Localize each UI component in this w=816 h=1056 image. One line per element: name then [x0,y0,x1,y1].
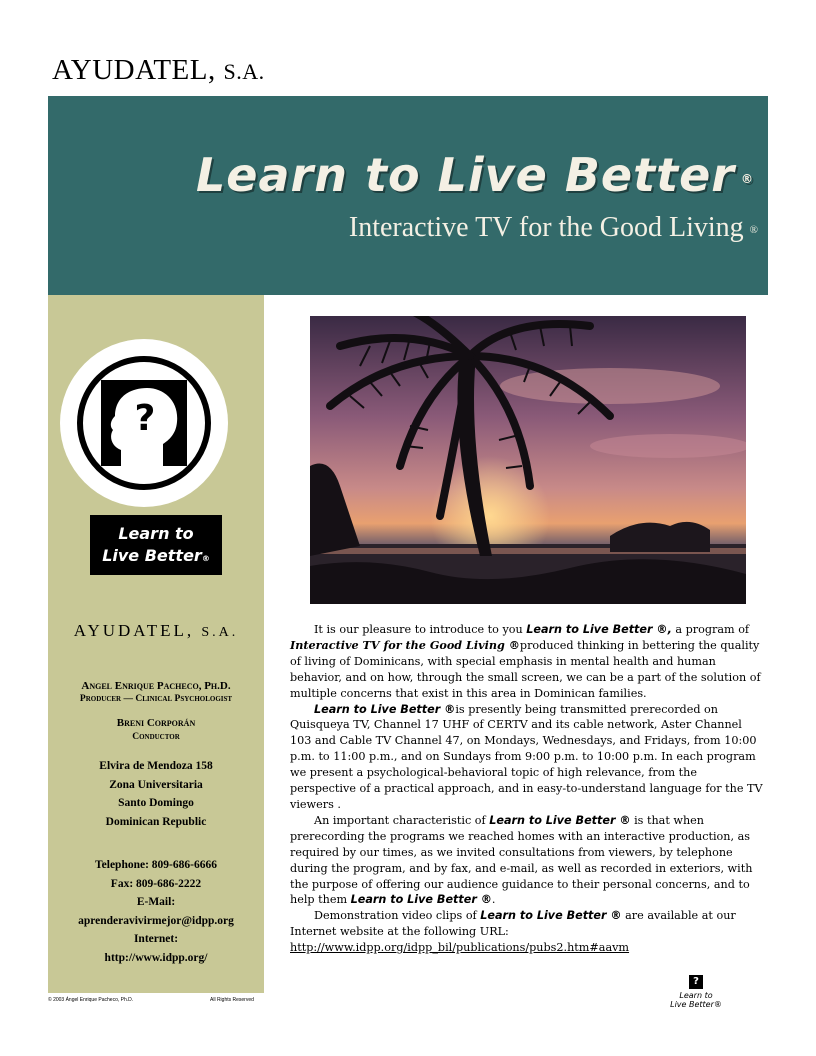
registered-mark: ® [201,554,210,563]
logo-line-2 [90,545,222,570]
logo-line-1: Learn to [118,524,194,543]
text-run: is presently being transmitted prerecorded on Quisqueya TV, Channel 17 UHF of CERTV and its cable network, Aster Channel 103 and Cable TV Channel 47, on Mondays, Wednesdays, and Fridays, from 10:00 p.m. to 11:00 p.m., and on Sundays from 9:00 p.m. to 10:00 p.m. In each program we present a psychological-behavioral topic of high relevance, from the perspective of a practical approach, and in easy-to-understand language for the TV viewers . [290,702,763,811]
sidebar-company [48,621,264,641]
mini-logo-line-1: Learn to [679,991,713,1000]
logo-badge [90,515,222,575]
program-name: Learn to Live Better ®, [526,623,672,636]
copyright: © 2003 Ángel Enrique Pacheco, Ph.D. [48,997,134,1003]
program-name: Learn to Live Better ® [480,909,622,923]
text-run: It is our pleasure to introduce to you [314,623,527,636]
video-clips-link[interactable]: http://www.idpp.org/idpp_bil/publications/pubs2.htm#aavm [290,941,630,955]
contact-block [48,856,264,967]
address-line: Elvira de Mendoza 158 [99,760,213,772]
logo-line-2-text: Live Better [102,546,202,565]
text-run: are available at our Internet website at the following URL: [290,909,736,939]
rights-reserved: All Rights Reserved [210,997,254,1003]
program-name: Learn to Live Better ® [489,813,631,827]
paragraph-interactive [290,813,766,908]
body-text [290,622,766,956]
address-line: Zona Universitaria [109,778,203,791]
conductor-role: Conductor [132,732,180,742]
fax: Fax: 809-686-2222 [110,877,202,890]
registered-mark: ® [741,171,754,186]
address-block [48,757,264,831]
producer-name: Angel Enrique Pacheco, Ph.D. [81,680,231,692]
sidebar-company-name: AYUDATEL, [73,621,195,640]
banner-title-text: Learn to Live Better [195,148,735,202]
sidebar [48,295,264,993]
address-line: Dominican Republic [105,815,207,828]
company-suffix: S.A. [223,59,265,84]
program-name: Learn to Live Better ® [314,702,456,716]
internet-label: Internet: [133,933,179,945]
paragraph-schedule [290,702,766,813]
title-banner [48,96,768,295]
palm-sunset-photo [310,316,746,604]
text-run: a program of [671,623,750,636]
logo-circle [60,339,228,507]
paragraph-clips [290,908,766,940]
text-run: Demonstration video clips of [314,909,481,923]
email-link[interactable]: aprenderavivirmejor@idpp.org [78,914,234,927]
program-name: Interactive TV for the Good Living ® [290,637,520,652]
program-name: Learn to Live Better ® [350,893,492,907]
telephone: Telephone: 809-686-6666 [95,859,217,871]
head-question-icon [101,380,187,466]
banner-title [196,148,754,202]
sidebar-company-suffix: S.A. [201,625,239,640]
company-header [52,54,265,87]
email-label: E-Mail: [136,896,176,908]
banner-subtitle-text: Interactive TV for the Good Living [348,212,744,243]
conductor-name: Breni Corporán [116,717,196,729]
banner-subtitle [349,212,758,244]
address-line: Santo Domingo [118,797,194,809]
website-link[interactable]: http://www.idpp.org/ [104,951,208,964]
logo-ring [77,356,211,490]
question-mark: ? [134,398,156,439]
paragraph-intro [290,622,766,702]
text-run: produced thinking in bettering the quality of living of Dominicans, with special emphasis in mental health and human behavior, and on how, through the small screen, we can be a part of the solution of multiple concerns that exist in this area in Dominican families. [290,638,761,700]
text-run: . [491,893,496,907]
mini-logo [664,975,728,1009]
text-run: is that when prerecording the programs we reached homes with an interactive production, as required by our times, as we invited consultations from viewers, by telephone during the program, and by fax, and e-mail, as well as recorded in exteriors, with the purpose of offering our audience guidance to their personal concerns, and to help them [290,813,753,907]
registered-mark: ® [749,223,758,236]
producer-role: Producer — Clinical Psychologist [79,694,233,704]
mini-logo-line-2: Live Better® [670,1000,722,1009]
head-question-icon: ? [689,975,703,989]
text-run: An important characteristic of [314,813,490,827]
company-name: AYUDATEL, [52,54,216,86]
